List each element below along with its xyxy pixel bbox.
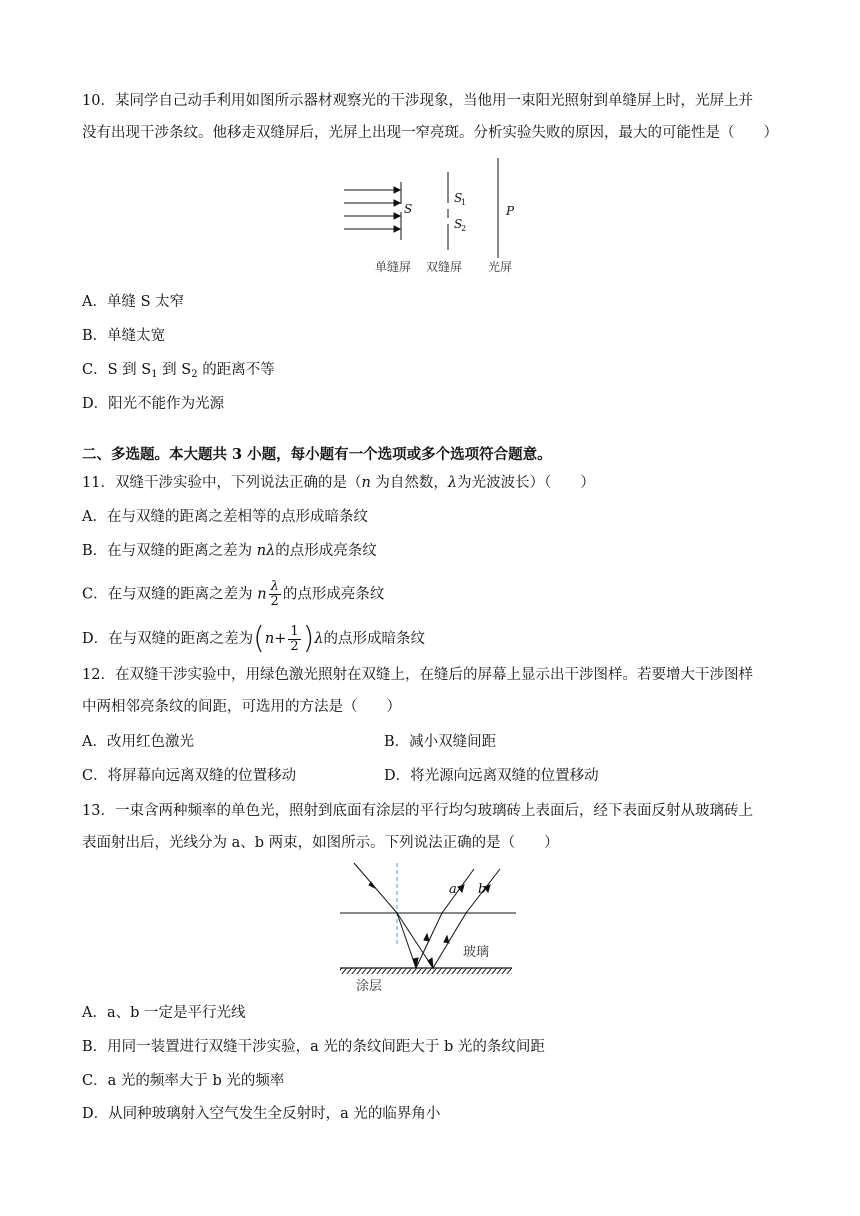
q13-figure-glass-slab: [336, 855, 521, 995]
q10-figure-double-slit-setup: [330, 150, 540, 280]
label-S1: S: [454, 191, 463, 205]
label-b: b: [478, 882, 487, 897]
q11-option-c[interactable]: C．在与双缝的距离之差为 n $\frac{\lambda}{2}$ 的点形成亮条纹: [82, 579, 385, 609]
label-P: P: [506, 204, 515, 218]
caption-double-slit: 双缝屏: [426, 260, 463, 274]
section-2-title: 二、多选题。本大题共 3 小题，每小题有一个选项或多个选项符合题意。: [82, 446, 552, 463]
q10-option-a[interactable]: A．单缝 S 太窄: [82, 294, 185, 310]
q12-option-c[interactable]: C．将屏幕向远离双缝的位置移动: [82, 768, 297, 784]
q12-option-d[interactable]: D．将光源向远离双缝的位置移动: [384, 768, 599, 784]
q10-option-b[interactable]: B．单缝太宽: [82, 328, 166, 344]
label-glass: 玻璃: [463, 945, 490, 960]
label-S2-sub: 2: [461, 224, 467, 233]
q12-stem-line1: 12．在双缝干涉实验中，用绿色激光照射在双缝上，在缝后的屏幕上显示出干涉图样。若要增大干涉图样: [82, 667, 753, 683]
fraction-one-half: $\frac{1}{2}$: [290, 623, 299, 654]
label-S: S: [404, 202, 413, 216]
label-S1-sub: 1: [461, 198, 467, 207]
q12-option-b[interactable]: B．减小双缝间距: [384, 734, 497, 750]
caption-light-screen: 光屏: [488, 260, 513, 274]
q12-option-a[interactable]: A．改用红色激光: [82, 734, 194, 750]
q11-option-d[interactable]: D．在与双缝的距离之差为 ( n + $\frac{1}{2}$ ) λ的点形成暗条纹: [82, 621, 426, 656]
q13-option-c[interactable]: C．a 光的频率大于 b 光的频率: [82, 1073, 285, 1089]
label-coating: 涂层: [356, 979, 383, 994]
q12-stem-line2: 中两相邻亮条纹的间距，可选用的方法是（ ）: [82, 699, 401, 715]
q10-stem-line2: 没有出现干涉条纹。他移走双缝屏后，光屏上出现一窄亮斑。分析实验失败的原因，最大的可能性是（ ）: [82, 125, 778, 141]
q10-option-d[interactable]: D．阳光不能作为光源: [82, 396, 225, 412]
q13-option-d[interactable]: D．从同种玻璃射入空气发生全反射时，a 光的临界角小: [82, 1106, 441, 1122]
q10-option-c[interactable]: C．S 到 $S_1$ 到 $S_2$ 的距离不等: [82, 362, 275, 380]
q13-option-a[interactable]: A．a、b 一定是平行光线: [82, 1005, 246, 1021]
q11-stem: 11．双缝干涉实验中，下列说法正确的是（n 为自然数，λ为光波波长）（ ）: [82, 475, 595, 491]
label-S2: S: [454, 217, 463, 231]
q13-option-b[interactable]: B．用同一装置进行双缝干涉实验，a 光的条纹间距大于 b 光的条纹间距: [82, 1039, 545, 1055]
q11-option-a[interactable]: A．在与双缝的距离之差相等的点形成暗条纹: [82, 509, 368, 525]
caption-single-slit: 单缝屏: [375, 260, 412, 274]
label-a: a: [449, 882, 457, 897]
fraction-lambda-over-2: $\frac{\lambda}{2}$: [270, 579, 279, 609]
q13-stem-line2: 表面射出后，光线分为 a、b 两束，如图所示。下列说法正确的是（ ）: [82, 835, 559, 851]
q11-option-b[interactable]: B．在与双缝的距离之差为 nλ的点形成亮条纹: [82, 543, 377, 559]
q10-stem-line1: 10．某同学自己动手利用如图所示器材观察光的干涉现象，当他用一束阳光照射到单缝屏上时，光屏上并: [82, 93, 753, 109]
q13-stem-line1: 13．一束含两种频率的单色光，照射到底面有涂层的平行均匀玻璃砖上表面后，经下表面反射从玻璃砖上: [82, 803, 753, 819]
